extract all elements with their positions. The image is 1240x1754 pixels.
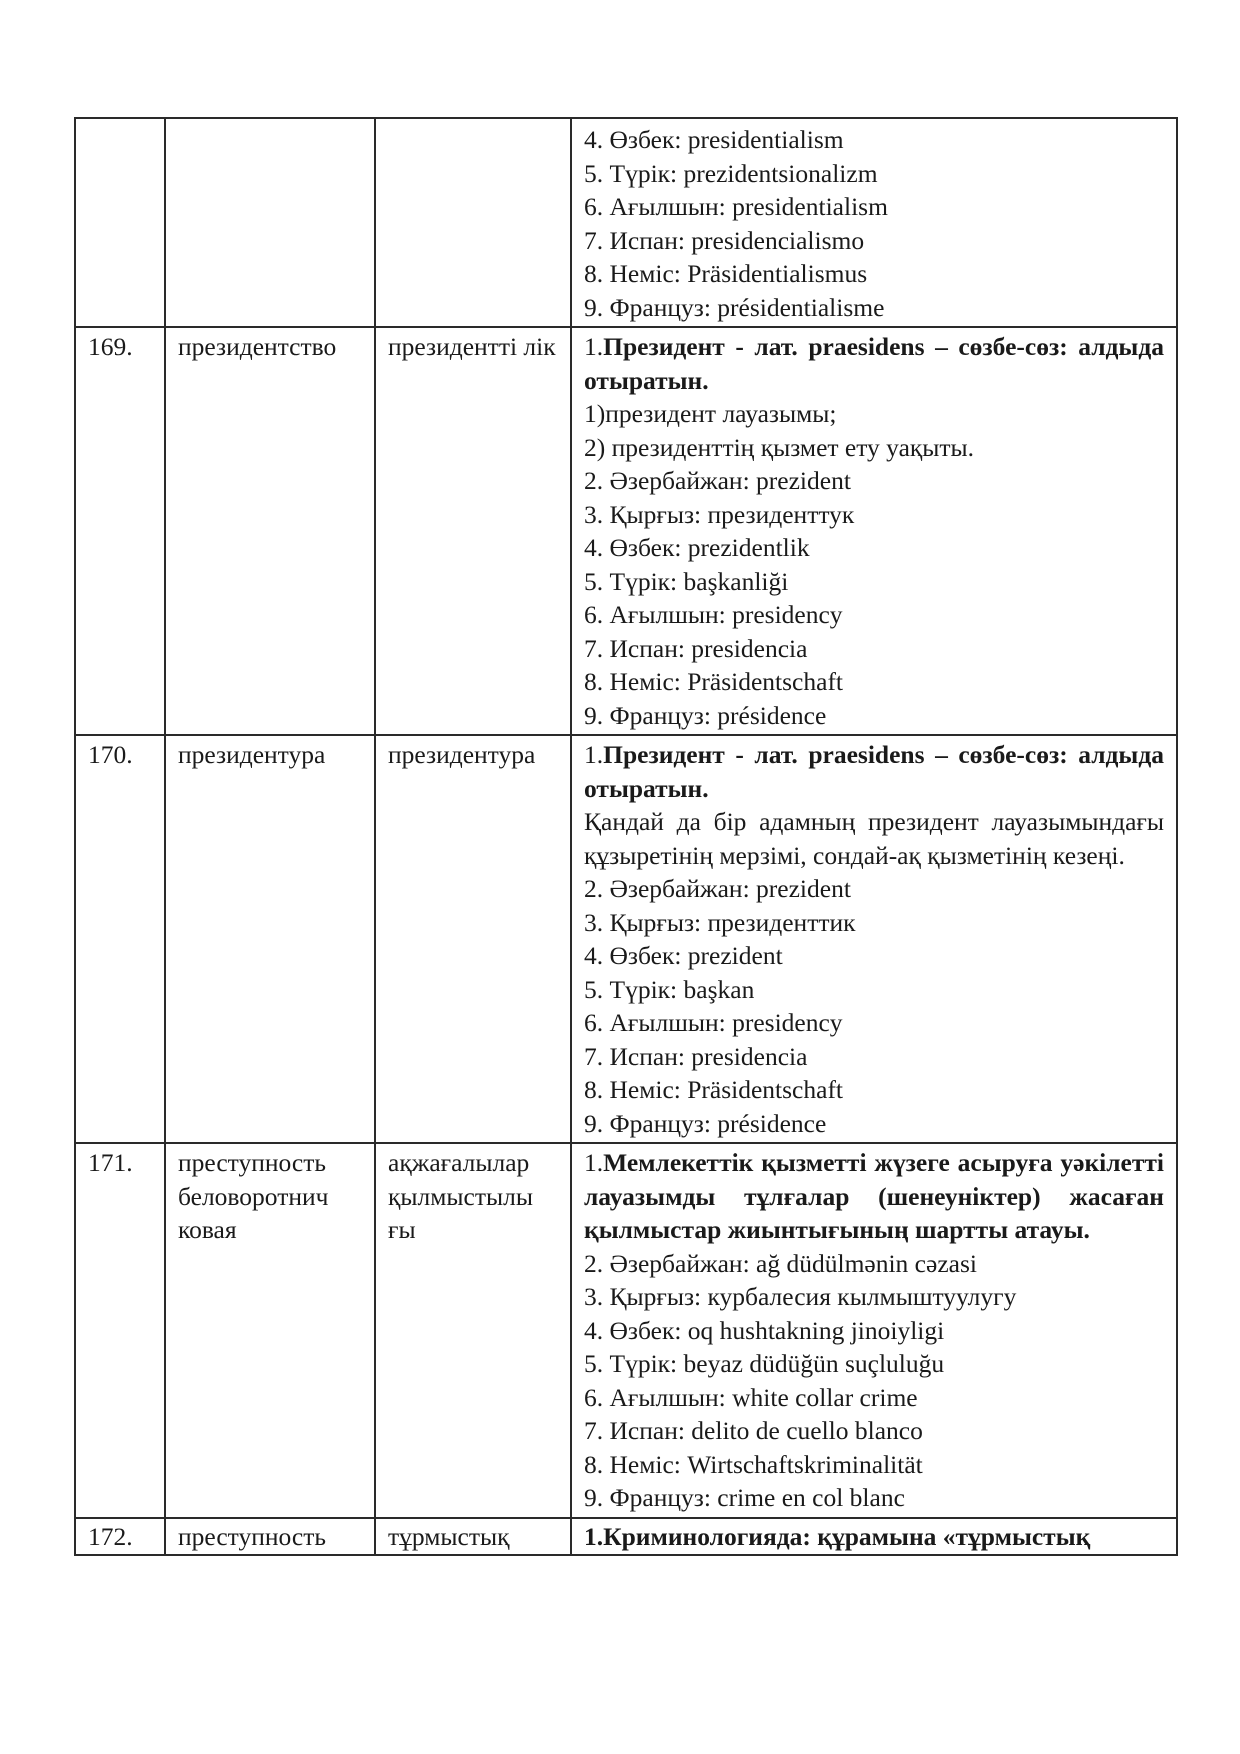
translation-line: 6. Ағылшын: presidency [584,1008,843,1037]
definition-cell [571,118,1177,327]
kazakh-term-cell [375,1143,571,1518]
translation-line: 5. Түрік: başkanliği [584,566,789,596]
entry-number-cell [75,118,165,327]
kazakh-term: президентура [388,740,536,769]
definition-bold: Президент - лат. praesidens – сөзбе-сөз: алдыда отыратын. [584,740,1164,803]
translation-line: 5. Түрік: prezidentsionalizm [584,158,878,188]
translation-line: 6. Ағылшын: white collar crime [584,1382,918,1412]
translation-line: 8. Неміс: Präsidentialismus [584,259,868,288]
entry-number: 172. [88,1521,133,1551]
russian-term-line: преступность [178,1148,326,1177]
translation-line: 6. Ағылшын: presidency [584,600,843,629]
definition-heading [584,330,1164,397]
kazakh-term-line: қылмыстылы [388,1181,533,1211]
translation-line: 4. Өзбек: presidentialism [584,125,844,154]
translation-line: 4. Өзбек: oq hushtakning jinoiyligi [584,1315,945,1345]
entry-number-cell [75,735,165,1143]
definition-heading [584,1146,1164,1247]
translation-line: 8. Неміс: Präsidentschaft [584,667,844,696]
definition-cell [571,1143,1177,1518]
translation-line: 7. Испан: presidencia [584,1041,808,1071]
entry-number: 169. [88,332,133,361]
definition-bold: 1.Криминологияда: құрамына «тұрмыстық [584,1521,1091,1551]
entry-number: 171. [88,1148,133,1177]
translation-line: 9. Француз: présidence [584,700,827,730]
russian-term-cell [165,1518,375,1556]
translation-line: 7. Испан: delito de cuello blanco [584,1416,923,1445]
russian-term-line: беловоротнич [178,1181,329,1211]
glossary-table [74,117,1178,1556]
translation-line: 6. Ағылшын: presidentialism [584,192,888,221]
russian-term: президентство [178,332,337,361]
translation-line: 2. Әзербайжан: prezident [584,874,851,903]
kazakh-term: тұрмыстық [388,1521,510,1551]
definition-bold: Президент - лат. praesidens – сөзбе-сөз: алдыда отыратын. [584,332,1164,395]
definition-cell [571,1518,1177,1556]
translation-line: 7. Испан: presidencia [584,633,808,663]
table-row [75,1143,1177,1518]
definition-cell [571,735,1177,1143]
definition-cell [571,327,1177,735]
translation-line: 4. Өзбек: prezident [584,941,783,970]
russian-term: преступность [178,1521,326,1551]
translation-line: 2. Әзербайжан: prezident [584,466,851,495]
kazakh-term-cell [375,1518,571,1556]
kazakh-term-line: ғы [388,1215,416,1244]
definition-prefix: 1. [584,332,604,361]
definition-text: Қандай да бір адамның президент лауазымындағы құзыретінің мерзімі, сондай-ақ қызметінің кезеңі. [584,807,1164,870]
translation-line: 5. Түрік: beyaz düdüğün suçluluğu [584,1349,945,1378]
table-row [75,735,1177,1143]
kazakh-term-cell [375,118,571,327]
table-row [75,327,1177,735]
translation-line: 3. Қырғыз: президенттук [584,499,855,529]
russian-term-cell [165,735,375,1143]
sense-line: 2) президенттің қызмет ету уақыты. [584,432,975,462]
definition-prefix: 1. [584,1148,604,1177]
translation-line: 3. Қырғыз: президенттик [584,907,856,937]
definition-bold: Мемлекеттік қызметті жүзеге асыруға уәкілетті лауазымды тұлғалар (шенеуніктер) жасаған қылмыстар жиынтығының шартты атауы. [584,1148,1164,1244]
table-row [75,118,1177,327]
translation-line: 8. Неміс: Wirtschaftskriminalität [584,1449,923,1479]
russian-term-cell [165,1143,375,1518]
entry-number-cell [75,1518,165,1556]
definition-prefix: 1. [584,740,604,769]
kazakh-term-cell [375,735,571,1143]
entry-number-cell [75,327,165,735]
translation-line: 5. Түрік: başkan [584,974,755,1004]
translation-line: 9. Француз: présidence [584,1108,827,1138]
translation-line: 2. Әзербайжан: ağ düdülmənin cəzasi [584,1248,977,1278]
entry-number-cell [75,1143,165,1518]
russian-term-cell [165,118,375,327]
translation-line: 7. Испан: presidencialismo [584,225,865,255]
translation-line: 9. Француз: présidentialisme [584,292,885,322]
table-row [75,1518,1177,1556]
kazakh-term-cell [375,327,571,735]
russian-term-cell [165,327,375,735]
definition-heading [584,738,1164,805]
translation-line: 4. Өзбек: prezidentlik [584,533,810,562]
kazakh-term-line: ақжағалылар [388,1148,530,1177]
russian-term: президентура [178,740,326,769]
translation-line: 3. Қырғыз: курбалесия кылмыштуулугу [584,1282,1017,1311]
translation-line: 8. Неміс: Präsidentschaft [584,1075,844,1104]
translation-line: 9. Француз: crime en col blanc [584,1483,905,1512]
entry-number: 170. [88,740,133,769]
sense-line: 1)президент лауазымы; [584,399,837,428]
kazakh-term: президентті лік [388,332,556,361]
russian-term-line: ковая [178,1215,237,1244]
